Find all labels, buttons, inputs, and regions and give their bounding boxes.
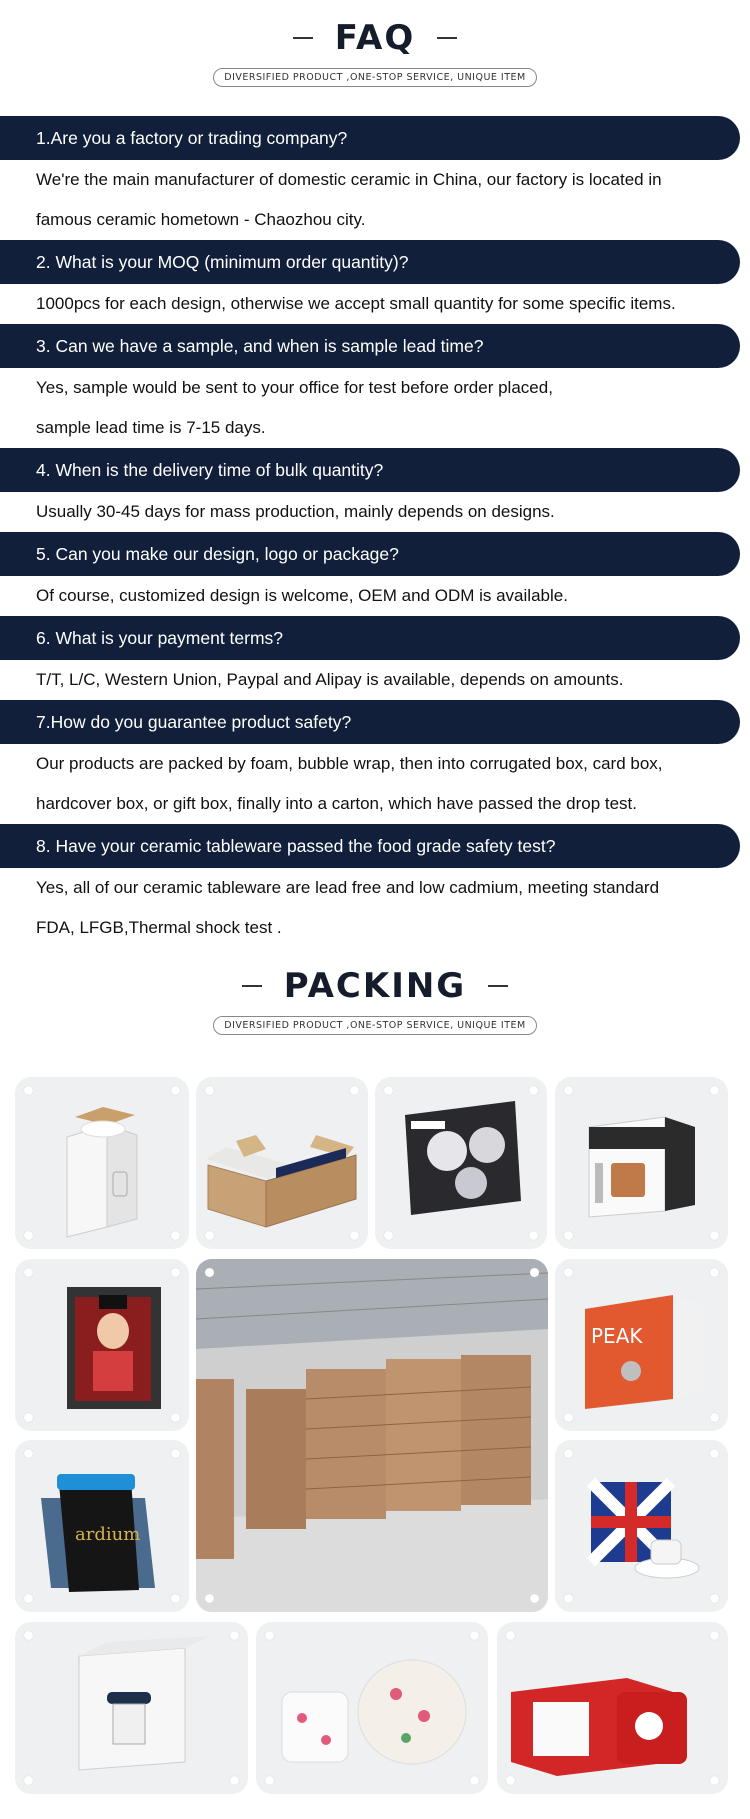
white-box-icon bbox=[15, 1077, 189, 1249]
floral-mug-tin-photo bbox=[256, 1622, 488, 1794]
faq-answer-line: Usually 30-45 days for mass production, mainly depends on designs. bbox=[36, 502, 555, 521]
faq-heading bbox=[0, 18, 750, 87]
orange-box-icon bbox=[555, 1259, 728, 1431]
faq-answer-line: Of course, customized design is welcome, OEM and ODM is available. bbox=[36, 586, 568, 605]
union-jack-box-photo bbox=[555, 1440, 728, 1612]
faq-answer-line: hardcover box, or gift box, finally into a carton, which have passed the drop test. bbox=[36, 794, 638, 813]
faq-question: 7.How do you guarantee product safety? bbox=[0, 700, 740, 744]
window-gift-box-photo bbox=[15, 1259, 189, 1431]
faq-answer bbox=[0, 660, 750, 700]
warehouse-cartons-photo bbox=[196, 1259, 548, 1612]
faq-question: 3. Can we have a sample, and when is sample lead time? bbox=[0, 324, 740, 368]
faq-answer bbox=[0, 576, 750, 616]
faq-title: FAQ bbox=[334, 18, 416, 58]
mug-box-icon bbox=[555, 1077, 728, 1249]
faq-item bbox=[0, 824, 750, 948]
travel-mug-icon bbox=[15, 1440, 189, 1612]
title-dash-right bbox=[437, 37, 457, 39]
faq-answer-line: T/T, L/C, Western Union, Paypal and Alipay is available, depends on amounts. bbox=[36, 670, 624, 689]
svg-text:PEAK: PEAK bbox=[591, 1324, 643, 1348]
title-dash-right bbox=[488, 985, 508, 987]
dinner-set-box-photo bbox=[375, 1077, 547, 1249]
faq-answer bbox=[0, 160, 750, 240]
faq-answer-line: sample lead time is 7-15 days. bbox=[36, 418, 266, 437]
faq-answer-line: Yes, sample would be sent to your office for test before order placed, bbox=[36, 378, 553, 397]
faq-item bbox=[0, 324, 750, 448]
faq-answer-line: famous ceramic hometown - Chaozhou city. bbox=[36, 210, 366, 229]
faq-answer-line: Our products are packed by foam, bubble wrap, then into corrugated box, card box, bbox=[36, 754, 663, 773]
faq-item bbox=[0, 700, 750, 824]
faq-answer bbox=[0, 368, 750, 448]
faq-answer bbox=[0, 492, 750, 532]
faq-question: 6. What is your payment terms? bbox=[0, 616, 740, 660]
faq-answer bbox=[0, 868, 750, 948]
travel-mug-kit-box-photo bbox=[15, 1622, 248, 1794]
warehouse-icon bbox=[196, 1259, 548, 1612]
faq-item bbox=[0, 116, 750, 240]
dinner-set-icon bbox=[375, 1077, 547, 1249]
union-jack-icon bbox=[555, 1440, 728, 1612]
floral-icon bbox=[256, 1622, 488, 1794]
faq-item bbox=[0, 616, 750, 700]
faq-question: 8. Have your ceramic tableware passed the food grade safety test? bbox=[0, 824, 740, 868]
packing-heading bbox=[0, 966, 750, 1035]
faq-question: 1.Are you a factory or trading company? bbox=[0, 116, 740, 160]
carton-icon bbox=[196, 1077, 368, 1249]
faq-subtitle-badge: DIVERSIFIED PRODUCT ,ONE-STOP SERVICE, UNIQUE ITEM bbox=[213, 68, 537, 87]
faq-list bbox=[0, 116, 750, 948]
faq-answer bbox=[0, 284, 750, 324]
faq-answer bbox=[0, 744, 750, 824]
faq-answer-line: We're the main manufacturer of domestic ceramic in China, our factory is located in bbox=[36, 170, 662, 189]
red-mug-gift-box-photo bbox=[497, 1622, 728, 1794]
orange-mug-box-photo bbox=[555, 1259, 728, 1431]
faq-answer-line: Yes, all of our ceramic tableware are lead free and low cadmium, meeting standard bbox=[36, 878, 660, 897]
title-dash-left bbox=[293, 37, 313, 39]
mug-gift-box-photo bbox=[555, 1077, 728, 1249]
faq-question: 5. Can you make our design, logo or package? bbox=[0, 532, 740, 576]
window-box-icon bbox=[15, 1259, 189, 1431]
red-box-icon bbox=[497, 1622, 728, 1794]
svg-text:ardium: ardium bbox=[75, 1524, 141, 1545]
travel-mug-box-photo bbox=[15, 1440, 189, 1612]
faq-question: 4. When is the delivery time of bulk quantity? bbox=[0, 448, 740, 492]
packing-title: PACKING bbox=[283, 966, 467, 1006]
faq-item bbox=[0, 532, 750, 616]
packing-subtitle-badge: DIVERSIFIED PRODUCT ,ONE-STOP SERVICE, UNIQUE ITEM bbox=[213, 1016, 537, 1035]
faq-item bbox=[0, 448, 750, 532]
kit-box-icon bbox=[15, 1622, 248, 1794]
corrugated-carton-photo bbox=[196, 1077, 368, 1249]
title-dash-left bbox=[242, 985, 262, 987]
faq-answer-line: FDA, LFGB,Thermal shock test . bbox=[36, 918, 282, 937]
white-mug-box-photo bbox=[15, 1077, 189, 1249]
faq-answer-line: 1000pcs for each design, otherwise we accept small quantity for some specific items. bbox=[36, 294, 676, 313]
faq-item bbox=[0, 240, 750, 324]
faq-question: 2. What is your MOQ (minimum order quantity)? bbox=[0, 240, 740, 284]
